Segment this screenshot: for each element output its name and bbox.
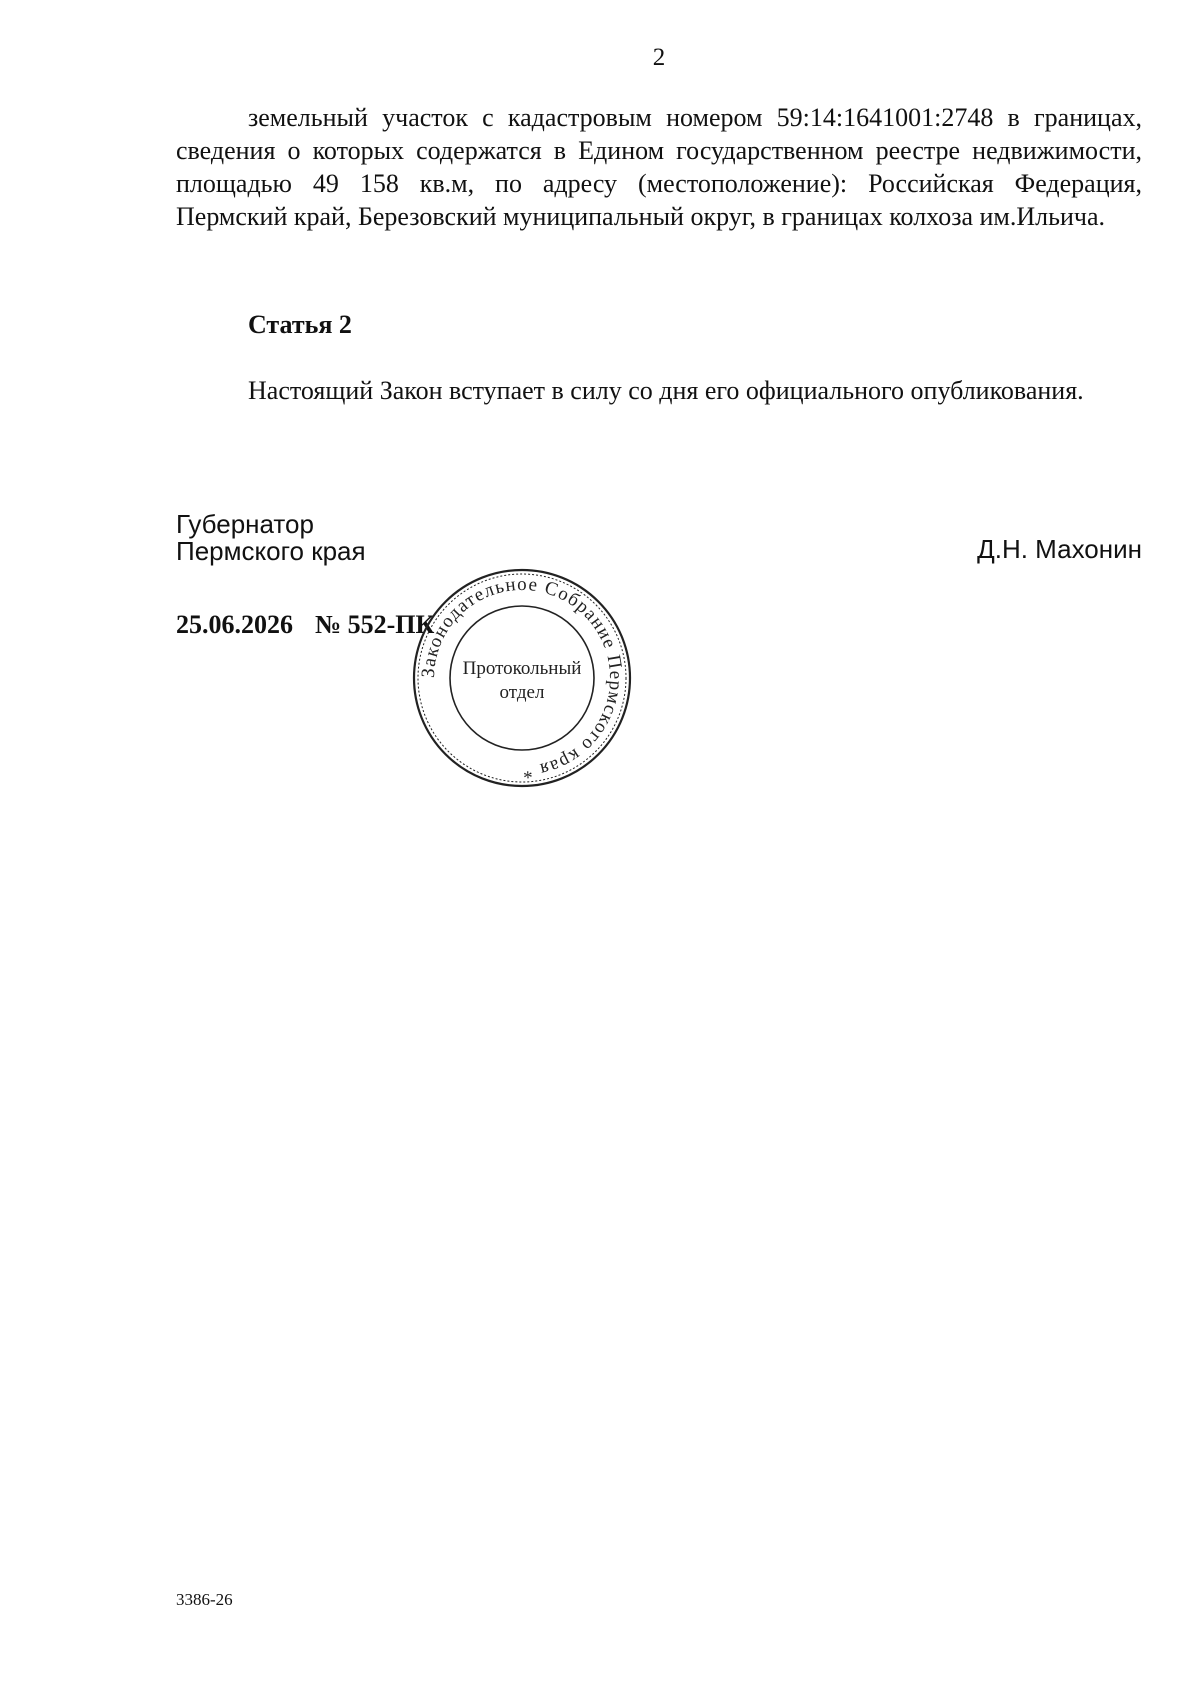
law-date: 25.06.2026 — [176, 610, 293, 639]
official-seal — [410, 566, 634, 790]
page-number: 2 — [652, 44, 666, 71]
law-date-number — [176, 608, 434, 641]
signatory-title-line-1: Губернатор — [176, 509, 314, 539]
signatory-title-line-2: Пермского края — [176, 536, 366, 566]
seal-ring-text: Законодательное Собрание Пермского края * — [417, 573, 627, 783]
signatory-title — [176, 511, 366, 565]
seal-center-line-2: отдел — [499, 682, 545, 703]
document-code: 3386-26 — [176, 1590, 233, 1609]
seal-graphic — [410, 566, 634, 790]
signatory-name: Д.Н. Махонин — [977, 534, 1142, 564]
paragraph-effective-date: Настоящий Закон вступает в силу со дня его официального опубликования. — [248, 376, 1084, 405]
article-heading: Статья 2 — [248, 310, 352, 339]
seal-center-line-1: Протокольный — [462, 658, 582, 679]
paragraph-land-plot: земельный участок с кадастровым номером 59:14:1641001:2748 в границах, сведения о которых содержатся в Едином государственном реестре недвижимости, площадью 49 158 кв.м, по адресу (местоположение): Российская Федерация, Пермский край, Березовский муниципальный округ, в границах колхоза им.Ильича. — [176, 103, 1142, 231]
law-number: № 552-ПК — [315, 610, 435, 639]
